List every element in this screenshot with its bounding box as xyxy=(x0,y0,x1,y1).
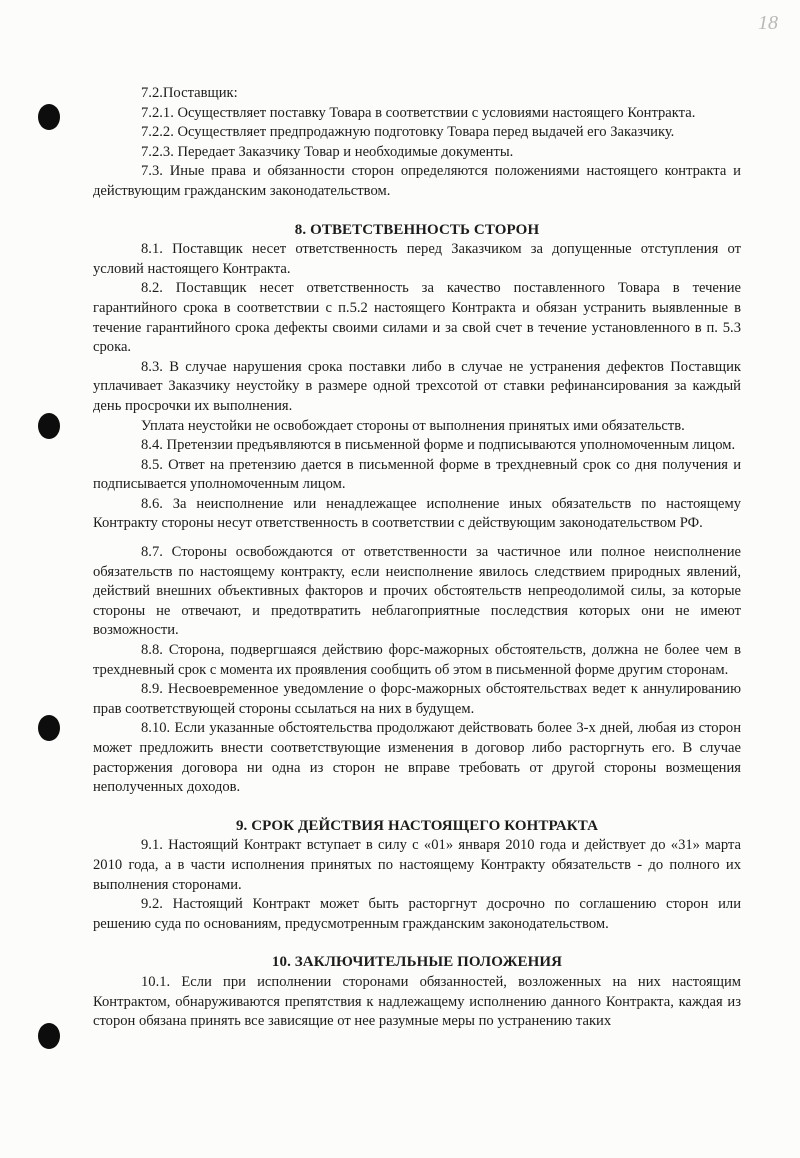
section-heading: 10. ЗАКЛЮЧИТЕЛЬНЫЕ ПОЛОЖЕНИЯ xyxy=(271,954,563,971)
paragraph: 7.2.1. Осуществляет поставку Товара в соответствии с условиями настоящего Контракта. xyxy=(141,104,696,121)
paragraph: 8.5. Ответ на претензию дается в письменной форме в трехдневный срок со дня получения и подписывается уполномоченным лицом. xyxy=(93,456,741,493)
paragraph: 8.4. Претензии предъявляются в письменной форме и подписываются уполномоченным лицом. xyxy=(141,437,736,454)
document-body xyxy=(93,84,741,1032)
page-number: 18 xyxy=(758,12,778,34)
paragraph: 7.3. Иные права и обязанности сторон определяются положениями настоящего контракта и действующим гражданским законодательством. xyxy=(93,163,741,199)
paragraph: 8.8. Сторона, подвергшаяся действию форс-мажорных обстоятельств, должна не более чем в трехдневный срок с момента их проявления сообщить об этом в письменной форме другим сторонам. xyxy=(93,642,741,678)
paragraph: 8.1. Поставщик несет ответственность перед Заказчиком за допущенные отступления от условий настоящего Контракта. xyxy=(93,241,741,277)
punch-hole xyxy=(38,1023,60,1049)
paragraph: 8.3. В случае нарушения срока поставки либо в случае не устранения дефектов Поставщик уплачивает Заказчику неустойку в размере одной трехсотой от ставки рефинансирования за каждый день просрочки их выполнения. xyxy=(93,358,741,414)
paragraph: 10.1. Если при исполнении сторонами обязанностей, возложенных на них настоящим Контрактом, обнаруживаются препятствия к надлежащему исполнению данного Контракта, каждая из сторон обязана принять все зависящие от нее разумные меры по устранению таких xyxy=(93,973,741,1030)
paragraph: Уплата неустойки не освобождает стороны от выполнения принятых ими обязательств. xyxy=(141,417,685,434)
paragraph: 9.1. Настоящий Контракт вступает в силу с «01» января 2010 года и действует до «31» марта 2010 года, а в части исполнения принятых по настоящему Контракту обязательств - до полного их выполнения сторонами. xyxy=(93,837,741,893)
paragraph: 8.10. Если указанные обстоятельства продолжают действовать более 3-х дней, любая из сторон может предложить внести соответствующие изменения в договор либо расторгнуть его. В случае расторжения договора ни одна из сторон не вправе требовать от другой стороны возмещения неполученных доходов. xyxy=(93,720,741,796)
paragraph: 7.2.2. Осуществляет предпродажную подготовку Товара перед выдачей его Заказчику. xyxy=(141,124,675,141)
punch-hole xyxy=(38,104,60,130)
paragraph: 9.2. Настоящий Контракт может быть расторгнут досрочно по соглашению сторон или решению суда по основаниям, предусмотренным гражданским законодательством. xyxy=(93,896,741,932)
section-heading: 8. ОТВЕТСТВЕННОСТЬ СТОРОН xyxy=(294,221,540,238)
paragraph: 8.7. Стороны освобождаются от ответственности за частичное или полное неисполнение обязательств по настоящему контракту, если неисполнение явилось следствием природных явлений, действий внешних объективных факторов и прочих обстоятельств непреодолимой силы, за которые стороны не отвечают, и предотвратить неблагоприятные последствия которых они не имеют возможности. xyxy=(93,544,741,639)
paragraph: 8.2. Поставщик несет ответственность за качество поставленного Товара в течение гарантийного срока в соответствии с п.5.2 настоящего Контракта и обязан устранить выявленные в течение гарантийного срока дефекты своими силами и за свой счет в течение установленного в п. 5.3 срока. xyxy=(93,280,741,356)
paragraph: 8.9. Несвоевременное уведомление о форс-мажорных обстоятельствах ведет к аннулированию прав соответствующей стороны ссылаться на них в будущем. xyxy=(93,681,741,717)
paragraph: 7.2.Поставщик: xyxy=(141,85,238,101)
section-heading: 9. СРОК ДЕЙСТВИЯ НАСТОЯЩЕГО КОНТРАКТА xyxy=(235,817,599,834)
paragraph: 7.2.3. Передает Заказчику Товар и необходимые документы. xyxy=(141,143,514,160)
paragraph: 8.6. За неисполнение или ненадлежащее исполнение иных обязательств по настоящему Контракту стороны несут ответственность в соответствии с действующим законодательством РФ. xyxy=(93,495,741,532)
punch-hole xyxy=(38,715,60,741)
punch-hole xyxy=(38,413,60,439)
